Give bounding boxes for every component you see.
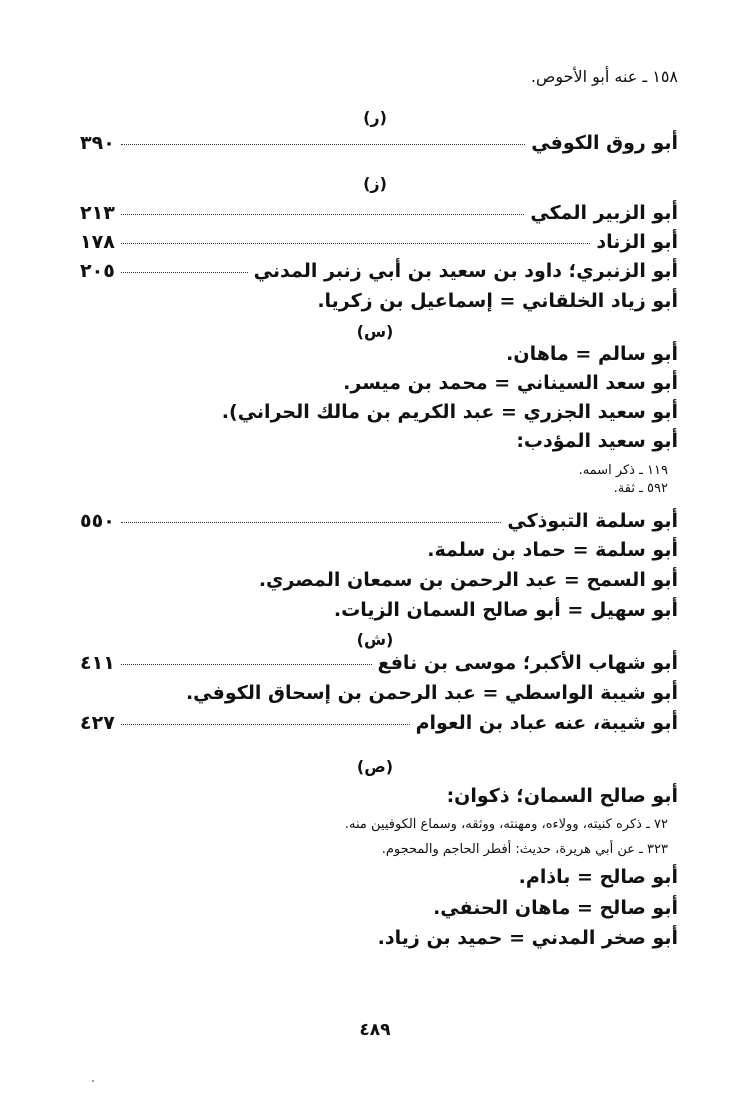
header-note: ١٥٨ ـ عنه أبو الأحوص. bbox=[530, 67, 678, 86]
sub-entry: ١١٩ ـ ذكر اسمه. bbox=[578, 463, 668, 478]
index-entry bbox=[80, 710, 678, 736]
section-heading-s: (س) bbox=[356, 322, 394, 341]
dot-leader bbox=[121, 272, 248, 273]
section-heading-sad: (ص) bbox=[356, 757, 394, 776]
dot-leader bbox=[121, 144, 525, 145]
section-heading-sh: (ش) bbox=[356, 630, 394, 649]
dot-leader bbox=[121, 724, 410, 725]
entry-text: أبو الزناد bbox=[596, 231, 678, 253]
index-entry: أبو سلمة = حماد بن سلمة. bbox=[427, 539, 678, 561]
sub-entry: ٣٢٣ ـ عن أبي هريرة، حديث: أفطر الحاجم والمحجوم. bbox=[381, 842, 668, 857]
dot-leader bbox=[121, 214, 525, 215]
entry-text: أبو شهاب الأكبر؛ موسى بن نافع bbox=[377, 652, 678, 674]
index-entry bbox=[80, 130, 678, 156]
index-entry: أبو السمح = عبد الرحمن بن سمعان المصري. bbox=[258, 569, 678, 591]
entry-page-number: ٤١١ bbox=[80, 652, 115, 674]
entry-text: أبو الزنبري؛ داود بن سعيد بن أبي زنبر المدني bbox=[253, 260, 678, 282]
index-entry: أبو صالح = ماهان الحنفي. bbox=[433, 897, 678, 919]
index-entry bbox=[80, 258, 678, 284]
entry-page-number: ١٧٨ bbox=[80, 231, 115, 253]
entry-text: أبو سلمة التبوذكي bbox=[507, 510, 678, 532]
index-entry: أبو سعد السيناني = محمد بن ميسر. bbox=[343, 372, 678, 394]
index-entry bbox=[80, 650, 678, 676]
section-heading-z: (ز) bbox=[363, 174, 387, 193]
index-entry bbox=[80, 508, 678, 534]
index-entry: أبو صالح السمان؛ ذكوان: bbox=[446, 785, 678, 807]
index-entry: أبو زياد الخلقاني = إسماعيل بن زكريا. bbox=[317, 290, 678, 312]
entry-page-number: ٥٥٠ bbox=[80, 510, 115, 532]
entry-page-number: ٢١٣ bbox=[80, 202, 115, 224]
entry-text: أبو روق الكوفي bbox=[531, 132, 678, 154]
index-entry bbox=[80, 229, 678, 255]
dot-leader bbox=[121, 243, 591, 244]
scan-speck bbox=[92, 1080, 94, 1082]
entry-page-number: ٤٢٧ bbox=[80, 712, 115, 734]
index-entry: أبو صالح = باذام. bbox=[518, 866, 678, 888]
entry-text: أبو الزبير المكي bbox=[530, 202, 678, 224]
sub-entry: ٧٢ ـ ذكره كنيته، وولاءه، ومهنته، ووثقه، وسماع الكوفيين منه. bbox=[344, 817, 668, 832]
entry-text: أبو شيبة، عنه عباد بن العوام bbox=[415, 712, 678, 734]
index-entry: أبو سالم = ماهان. bbox=[506, 343, 678, 365]
index-entry: أبو سعيد الجزري = عبد الكريم بن مالك الحراني). bbox=[221, 401, 678, 423]
dot-leader bbox=[121, 522, 502, 523]
index-entry bbox=[80, 200, 678, 226]
page-number: ٤٨٩ bbox=[359, 1020, 391, 1040]
entry-page-number: ٢٠٥ bbox=[80, 260, 115, 282]
index-entry: أبو سعيد المؤدب: bbox=[516, 430, 678, 452]
dot-leader bbox=[121, 664, 372, 665]
index-entry: أبو سهيل = أبو صالح السمان الزيات. bbox=[333, 599, 678, 621]
section-heading-r: (ر) bbox=[363, 108, 387, 127]
index-entry: أبو صخر المدني = حميد بن زياد. bbox=[377, 927, 678, 949]
sub-entry: ٥٩٢ ـ ثقة. bbox=[613, 481, 668, 496]
index-entry: أبو شيبة الواسطي = عبد الرحمن بن إسحاق الكوفي. bbox=[185, 682, 678, 704]
entry-page-number: ٣٩٠ bbox=[80, 132, 115, 154]
